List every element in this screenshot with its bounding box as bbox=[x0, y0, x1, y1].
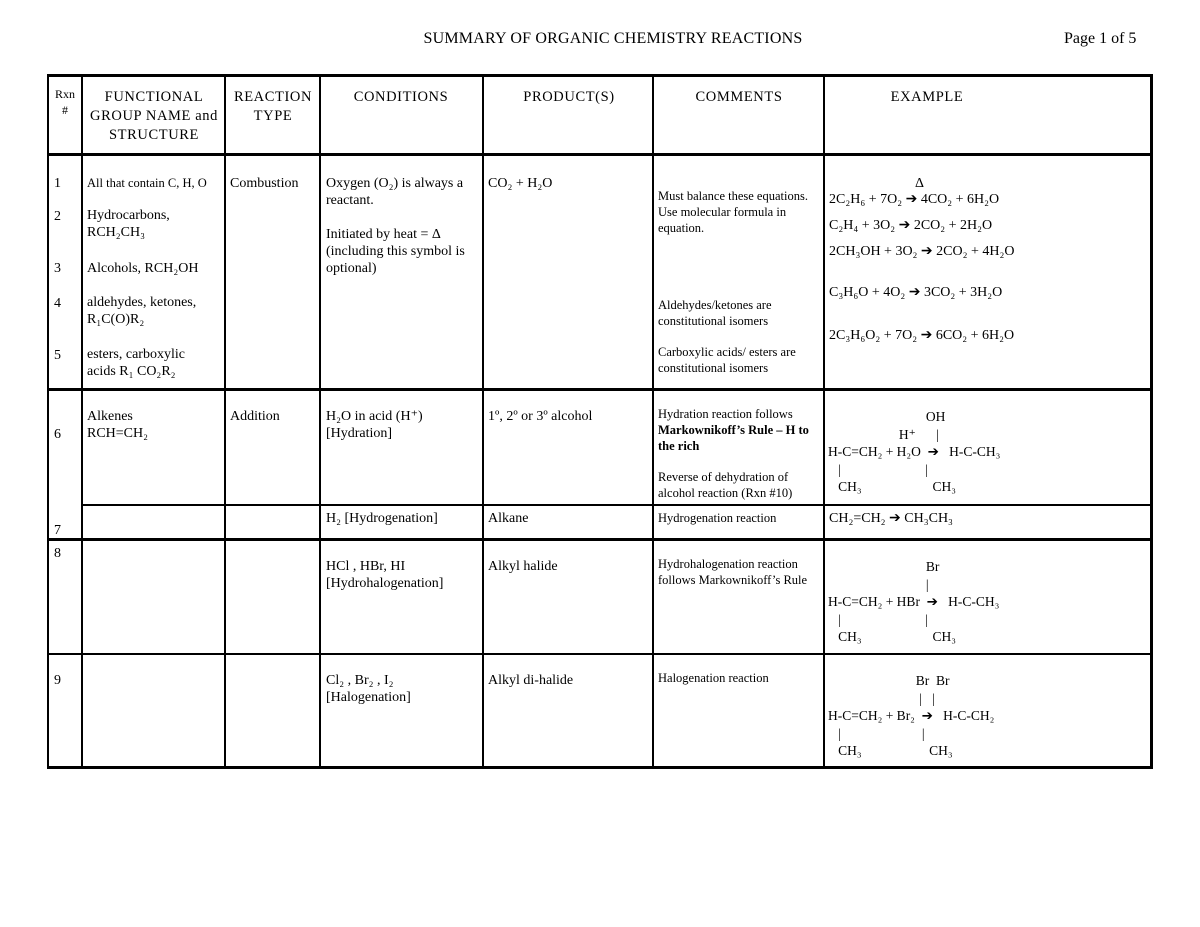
rxn-number-2: 2 bbox=[54, 209, 61, 224]
reactions-table bbox=[47, 74, 1153, 769]
comment-isomers-aldehydes: Aldehydes/ketones are constitutional isomers bbox=[658, 298, 772, 328]
group-all-chc: All that contain C, H, O bbox=[87, 176, 207, 190]
condition-oxygen: Oxygen (O₂) is always a reactant. bbox=[326, 176, 464, 208]
group-hydrocarbons: Hydrocarbons, RCH₂CH₃ bbox=[87, 208, 170, 240]
header-rxn-number: Rxn # bbox=[54, 87, 75, 117]
row6-bottom-border bbox=[81, 504, 1153, 506]
group-alcohols: Alcohols, RCH₂OH bbox=[87, 261, 199, 276]
condition-heat: Initiated by heat = Δ (including this symbol is optional) bbox=[326, 227, 465, 276]
rxn-number-9: 9 bbox=[54, 673, 61, 688]
header-comments: COMMENTS bbox=[695, 89, 783, 105]
header-conditions: CONDITIONS bbox=[353, 89, 449, 105]
header-products: PRODUCT(S) bbox=[523, 89, 615, 105]
example-hydrohalogenation: Br | H-C=CH₂ + HBr ➔ H-C-CH₃ | | CH₃ CH₃ bbox=[828, 559, 1000, 644]
condition-hydration: H₂O in acid (H⁺) [Hydration] bbox=[326, 409, 423, 441]
group-aldehydes-ketones: aldehydes, ketones, R₁C(O)R₂ bbox=[87, 295, 197, 327]
product-alkane: Alkane bbox=[488, 511, 529, 526]
rxn-number-8: 8 bbox=[54, 546, 61, 561]
col-divider-2 bbox=[224, 74, 226, 769]
comment-markownikoff-rule: Markownikoff’s Rule – H to the rich bbox=[658, 423, 809, 453]
product-alkyl-dihalide: Alkyl di-halide bbox=[488, 673, 574, 688]
example-hydrogenation: CH₂=CH₂ ➔ CH₃CH₃ bbox=[829, 511, 953, 526]
row7-bottom-border bbox=[47, 538, 1153, 541]
header-bottom-border bbox=[47, 153, 1153, 156]
example-c3h6o-combustion: C₃H₆O + 4O₂ ➔ 3CO₂ + 3H₂O bbox=[829, 285, 1003, 300]
header-example: EXAMPLE bbox=[890, 89, 964, 105]
product-alcohol: 1º, 2º or 3º alcohol bbox=[488, 409, 593, 424]
row8-bottom-border bbox=[47, 653, 1153, 655]
condition-halogenation: Cl₂ , Br₂ , I₂ [Halogenation] bbox=[326, 673, 411, 705]
reaction-type-addition: Addition bbox=[230, 409, 280, 424]
comment-reverse-dehydration: Reverse of dehydration of alcohol reaction (Rxn #10) bbox=[658, 470, 793, 500]
rxn-number-1: 1 bbox=[54, 176, 61, 191]
example-c3h6o2-combustion: 2C₃H₆O₂ + 7O₂ ➔ 6CO₂ + 6H₂O bbox=[829, 328, 1015, 343]
table-bottom-border bbox=[47, 766, 1153, 769]
comment-isomers-acids: Carboxylic acids/ esters are constitutional isomers bbox=[658, 345, 796, 375]
comment-hydration-text: Hydration reaction follows bbox=[658, 407, 793, 421]
rxn-number-3: 3 bbox=[54, 261, 61, 276]
example-ethane-combustion: 2C₂H₆ + 7O₂ ➔ 4CO₂ + 6H₂O bbox=[829, 192, 1000, 207]
col-divider-5 bbox=[652, 74, 654, 769]
group-esters-acids: esters, carboxylic acids R₁ CO₂R₂ bbox=[87, 347, 185, 379]
rxn-number-4: 4 bbox=[54, 296, 61, 311]
comment-hydrogenation: Hydrogenation reaction bbox=[658, 511, 777, 525]
header-functional-group: FUNCTIONAL GROUP NAME and STRUCTURE bbox=[90, 89, 218, 143]
example-halogenation: Br Br | | H-C=CH₂ + Br₂ ➔ H-C-CH₂ | | CH₃ CH₃ bbox=[828, 673, 995, 758]
rxn-number-6: 6 bbox=[54, 427, 61, 442]
example-delta-symbol: Δ bbox=[915, 176, 925, 191]
condition-hydrogenation: H₂ [Hydrogenation] bbox=[326, 511, 438, 526]
header-reaction-type: REACTION TYPE bbox=[233, 89, 313, 124]
col-divider-6 bbox=[823, 74, 825, 769]
product-alkyl-halide: Alkyl halide bbox=[488, 559, 558, 574]
comment-halogenation: Halogenation reaction bbox=[658, 671, 769, 685]
col-divider-4 bbox=[482, 74, 484, 769]
reaction-type-combustion: Combustion bbox=[230, 176, 299, 191]
rxn-number-7: 7 bbox=[54, 523, 61, 538]
table-top-border bbox=[47, 74, 1153, 77]
product-co2-h2o: CO₂ + H₂O bbox=[488, 176, 553, 191]
example-ethene-combustion: C₂H₄ + 3O₂ ➔ 2CO₂ + 2H₂O bbox=[829, 218, 993, 233]
col-divider-3 bbox=[319, 74, 321, 769]
condition-hydrohalogenation: HCl , HBr, HI [Hydrohalogenation] bbox=[326, 559, 444, 591]
example-hydration: OH H⁺ | H-C=CH₂ + H₂O ➔ H-C-CH₃ | | CH₃ CH₃ bbox=[828, 409, 1001, 494]
comment-hydrohalogenation: Hydrohalogenation reaction follows Markownikoff’s Rule bbox=[658, 557, 808, 587]
combustion-bottom-border bbox=[47, 388, 1153, 391]
col-divider-1 bbox=[81, 74, 83, 769]
rxn-number-5: 5 bbox=[54, 348, 61, 363]
comment-hydration bbox=[658, 406, 818, 454]
table-right-border bbox=[1150, 74, 1153, 769]
table-left-border bbox=[47, 74, 49, 769]
example-methanol-combustion: 2CH₃OH + 3O₂ ➔ 2CO₂ + 4H₂O bbox=[829, 244, 1015, 259]
comment-balance: Must balance these equations. Use molecular formula in equation. bbox=[658, 189, 808, 235]
page-number: Page 1 of 5 bbox=[1064, 30, 1137, 47]
page-title: SUMMARY OF ORGANIC CHEMISTRY REACTIONS bbox=[423, 30, 803, 47]
group-alkenes: Alkenes RCH=CH₂ bbox=[87, 409, 149, 441]
